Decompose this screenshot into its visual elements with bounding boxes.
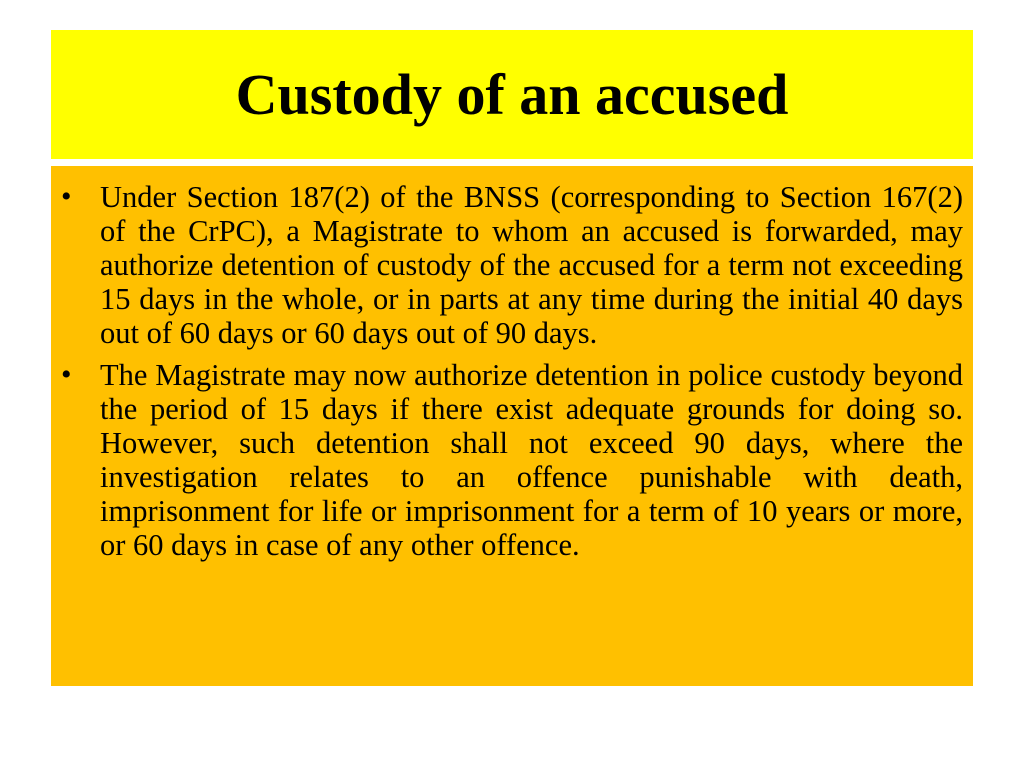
content-panel xyxy=(51,166,973,686)
title-banner xyxy=(51,30,973,159)
bullet-list xyxy=(51,180,963,562)
bullet-item xyxy=(51,180,963,350)
bullet-dot-icon: • xyxy=(61,358,72,391)
bullet-text: Under Section 187(2) of the BNSS (corresponding to Section 167(2) of the CrPC), a Magistrate to whom an accused is forwarded, may authorize detention of custody of the accused for a term not exceeding 15 days in the whole, or in parts at any time during the initial 40 days out of 60 days or 60 days out of 90 days. xyxy=(100,180,963,350)
bullet-item xyxy=(51,358,963,562)
bullet-dot-icon: • xyxy=(61,180,72,213)
slide-title: Custody of an accused xyxy=(235,61,789,127)
bullet-text: The Magistrate may now authorize detention in police custody beyond the period of 15 days if there exist adequate grounds for doing so. However, such detention shall not exceed 90 days, where the investigation relates to an offence punishable with death, imprisonment for life or imprisonment for a term of 10 years or more, or 60 days in case of any other offence. xyxy=(100,358,963,562)
